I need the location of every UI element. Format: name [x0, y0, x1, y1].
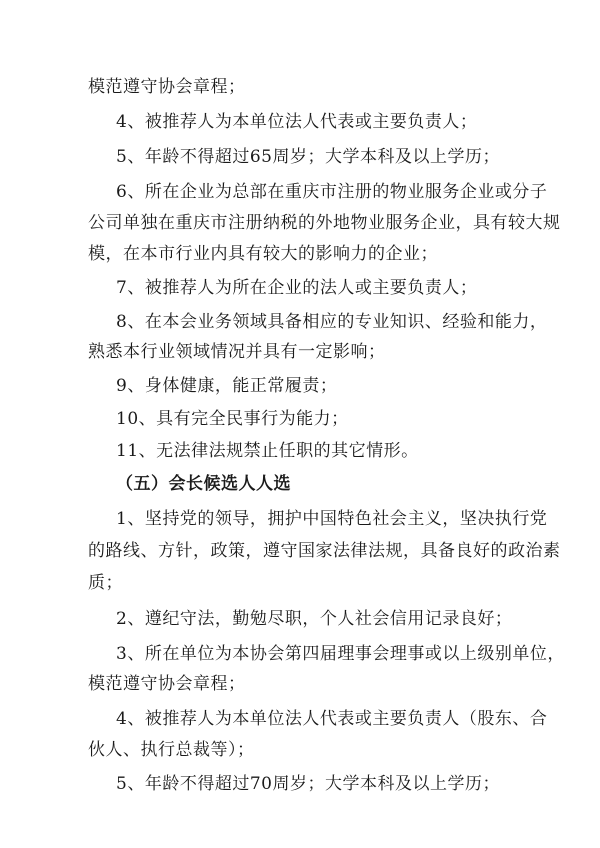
text-line-18: 3、所在单位为本协会第四届理事会理事或以上级别单位，: [116, 644, 565, 664]
text-line-7: 7、被推荐人为所在企业的法人或主要负责人；: [116, 278, 478, 298]
text-line-4: 6、所在企业为总部在重庆市注册的物业服务企业或分子: [116, 182, 548, 202]
text-line-16: 质；: [88, 573, 123, 593]
text-line-5: 公司单独在重庆市注册纳税的外地物业服务企业，具有较大规: [88, 213, 561, 233]
text-line-1: 模范遵守协会章程；: [88, 77, 246, 97]
text-line-21: 伙人、执行总裁等）；: [88, 740, 255, 760]
text-line-10: 9、身体健康，能正常履责；: [116, 376, 338, 396]
section-heading: （五）会长候选人人选: [116, 474, 291, 494]
text-line-8: 8、在本会业务领域具备相应的专业知识、经验和能力，: [116, 312, 548, 332]
text-line-11: 10、具有完全民事行为能力；: [116, 409, 349, 429]
text-line-14: 1、坚持党的领导，拥护中国特色社会主义，坚决执行党: [116, 509, 548, 529]
text-line-15: 的路线、方针，政策，遵守国家法律法规，具备良好的政治素: [88, 541, 561, 561]
text-line-3: 5、年龄不得超过65周岁；大学本科及以上学历；: [116, 147, 500, 167]
text-line-6: 模，在本市行业内具有较大的影响力的企业；: [88, 244, 438, 264]
text-line-20: 4、被推荐人为本单位法人代表或主要负责人（股东、合: [116, 709, 548, 729]
text-line-2: 4、被推荐人为本单位法人代表或主要负责人；: [116, 112, 478, 132]
text-line-22: 5、年龄不得超过70周岁；大学本科及以上学历；: [116, 774, 500, 794]
text-line-9: 熟悉本行业领域情况并具有一定影响；: [88, 342, 386, 362]
text-line-19: 模范遵守协会章程；: [88, 674, 246, 694]
text-line-12: 11、无法律法规禁止任职的其它情形。: [116, 441, 419, 461]
text-line-17: 2、遵纪守法，勤勉尽职，个人社会信用记录良好；: [116, 609, 513, 629]
